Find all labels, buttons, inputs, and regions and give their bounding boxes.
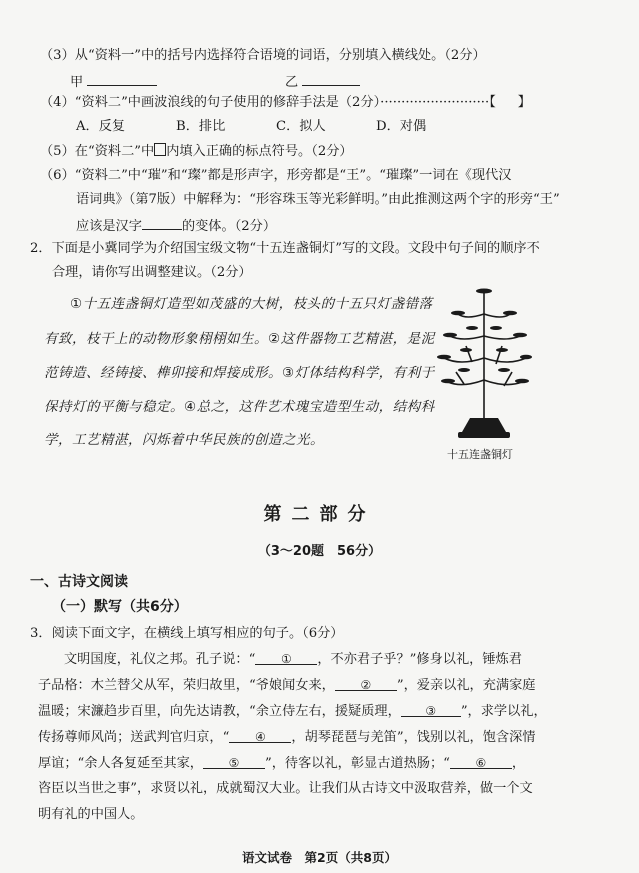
page-footer: 语文试卷 第2页（共8页） bbox=[242, 850, 397, 865]
q3-line5 bbox=[38, 754, 525, 773]
blank-jia[interactable] bbox=[87, 71, 157, 86]
answer-bracket-close: 】 bbox=[517, 95, 531, 110]
option-a[interactable]: A．反复 bbox=[76, 119, 126, 134]
q3-line6: 咨臣以当世之事”，求贤以礼，成就蜀汉大业。让我们从古诗文中汲取营养，做一个文 bbox=[38, 781, 533, 796]
q1-6-line3a: 应该是汉字 bbox=[76, 219, 142, 234]
blank-3[interactable]: ③ bbox=[401, 702, 461, 717]
q1-5-text bbox=[40, 143, 353, 161]
q1-6-line3b: 的变体。（2分） bbox=[181, 219, 277, 234]
q3-l2b: ”，爱亲以礼，充满家庭 bbox=[396, 678, 536, 693]
q2-hand-line2: 有致，枝干上的动物形象栩栩如生。②这件器物工艺精湛，是泥 bbox=[44, 331, 435, 347]
punctuation-box bbox=[154, 143, 166, 156]
q3-line3 bbox=[38, 702, 547, 721]
q1-3-text: （3）从“资料一”中的括号内选择符合语境的词语，分别填入横线处。（2分） bbox=[40, 48, 486, 63]
q1-3-answers bbox=[70, 71, 157, 92]
q3-l5a: 厚谊；“余人各复延至其家， bbox=[38, 756, 203, 771]
q3-l4a: 传扬尊师风尚；送武判官归京，“ bbox=[38, 730, 230, 745]
label-yi: 乙 bbox=[285, 75, 299, 90]
q2-line2: 合理，请你写出调整建议。（2分） bbox=[52, 265, 252, 280]
q1-4-options bbox=[76, 118, 476, 136]
q1-5-post: 内填入正确的标点符号。（2分） bbox=[166, 144, 353, 159]
option-c[interactable]: C．拟人 bbox=[276, 119, 326, 134]
q1-4-question: （4）“资料二”中画波浪线的句子使用的修辞手法是（2分） bbox=[40, 95, 381, 110]
q1-3-answers-yi bbox=[285, 71, 360, 92]
blank-1[interactable]: ① bbox=[255, 650, 317, 665]
lamp-caption: 十五连盏铜灯 bbox=[447, 448, 513, 461]
blank-6[interactable]: ⑥ bbox=[450, 754, 512, 769]
q3-l3a: 温暖；宋濂趋步百里，向先达请教，“余立侍左右，援疑质理， bbox=[38, 704, 401, 719]
q1-5-pre: （5）在“资料二”中 bbox=[40, 144, 155, 159]
q1-6-line3 bbox=[76, 215, 276, 236]
part-subtitle: （3～20题 56分） bbox=[257, 544, 382, 559]
label-jia: 甲 bbox=[70, 75, 84, 90]
q3-l3b: ”，求学以礼， bbox=[460, 704, 547, 719]
q3-l1a: 文明国度，礼仪之邦。孔子说：“ bbox=[64, 652, 256, 667]
q3-line7: 明有礼的中国人。 bbox=[38, 807, 144, 822]
blank-5[interactable]: ⑤ bbox=[203, 754, 265, 769]
q3-l5b: ”，待客以礼，彰显古道热肠；“ bbox=[265, 756, 450, 771]
q3-line1 bbox=[64, 650, 522, 669]
q1-4-text bbox=[40, 94, 531, 112]
blank-radical[interactable] bbox=[142, 215, 182, 230]
q3-intro: 3．阅读下面文字，在横线上填写相应的句子。（6分） bbox=[30, 626, 344, 641]
section-title: 一、古诗文阅读 bbox=[30, 574, 128, 590]
q2-hand-line1: ①十五连盏铜灯造型如茂盛的大树，枝头的十五只灯盏错落 bbox=[70, 296, 433, 312]
blank-4[interactable]: ④ bbox=[229, 728, 291, 743]
q3-l6a: ， bbox=[511, 756, 526, 771]
q3-line2 bbox=[38, 676, 536, 695]
blank-2[interactable]: ② bbox=[335, 676, 397, 691]
q3-line4 bbox=[38, 728, 536, 747]
option-d[interactable]: D．对偶 bbox=[376, 119, 427, 134]
q2-hand-line5: 学，工艺精湛，闪烁着中华民族的创造之光。 bbox=[44, 432, 324, 448]
q2-hand-line3: 范铸造、经铸接、榫卯接和焊接成形。③灯体结构科学，有利于 bbox=[44, 365, 435, 381]
q3-l2a: 子品格：木兰替父从军，荣归故里，“爷娘闻女来， bbox=[38, 678, 335, 693]
bronze-lamp-image bbox=[436, 284, 532, 442]
q1-6-line2: 语词典》（第7版）中解释为：“形容珠玉等光彩鲜明。”由此推测这两个字的形旁“王” bbox=[76, 192, 560, 207]
option-b[interactable]: B．排比 bbox=[176, 119, 226, 134]
q2-line1: 2．下面是小冀同学为介绍国宝级文物“十五连盏铜灯”写的文段。文段中句子间的顺序不 bbox=[30, 241, 540, 256]
q3-l1b: ，不亦君子乎？”修身以礼，锤炼君 bbox=[317, 652, 522, 667]
q1-6-line1: （6）“资料二”中“璀”和“璨”都是形声字，形旁都是“王”。“璀璨”一词在《现代汉 bbox=[40, 168, 512, 183]
q2-hand-line4: 保持灯的平衡与稳定。④总之，这件艺术瑰宝造型生动，结构科 bbox=[44, 399, 435, 415]
q1-4-dots: ·························· bbox=[380, 95, 490, 110]
subsection-title: （一）默写（共6分） bbox=[52, 599, 188, 615]
answer-bracket-open: 【 bbox=[489, 95, 496, 110]
part-title: 第二部分 bbox=[263, 504, 376, 525]
q3-l4b: ，胡琴琵琶与羌笛”，饯别以礼，饱含深情 bbox=[291, 730, 536, 745]
blank-yi[interactable] bbox=[302, 71, 360, 86]
